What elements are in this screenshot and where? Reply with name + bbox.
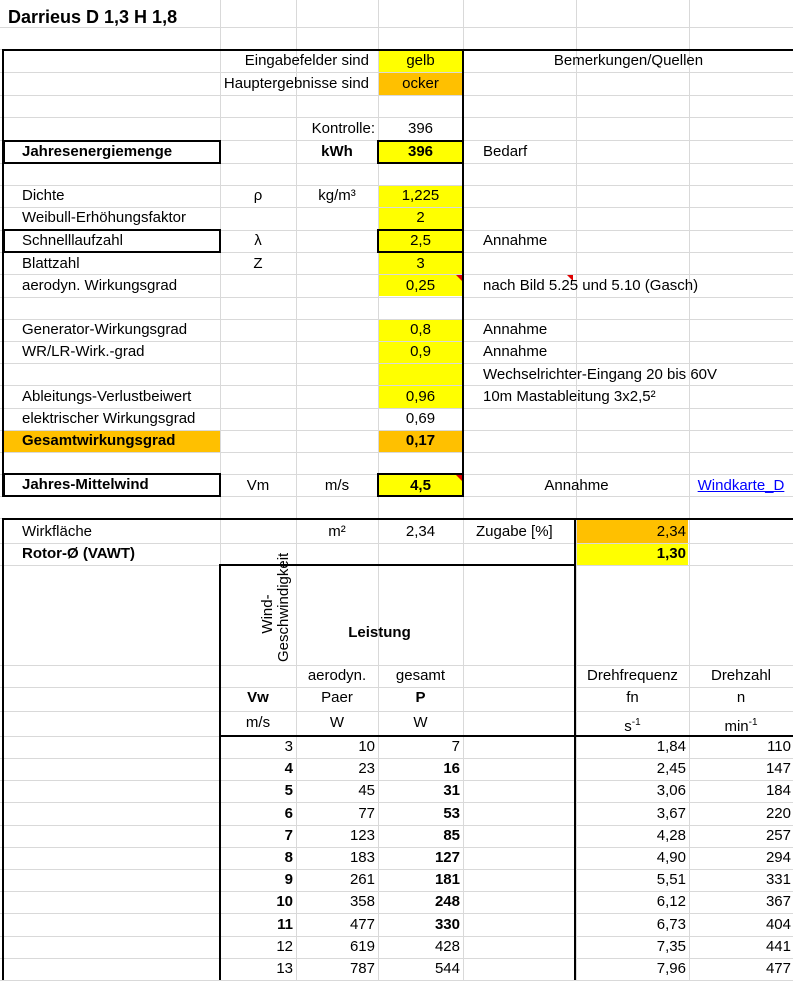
- cell-rot-frequency[interactable]: 6,73: [656, 916, 686, 933]
- inv-eff-remark: Annahme: [483, 343, 548, 360]
- cell-power-total[interactable]: 127: [434, 849, 460, 866]
- total-eff-value[interactable]: 0,17: [405, 432, 436, 449]
- zugabe-value[interactable]: 2,34: [656, 523, 686, 540]
- gridline-horizontal: [0, 825, 793, 826]
- gridline-horizontal: [0, 847, 793, 848]
- col-total-header: gesamt: [395, 667, 446, 684]
- cell-power-total[interactable]: 16: [443, 760, 460, 777]
- inv-eff-label: WR/LR-Wirk.-grad: [22, 343, 145, 360]
- border-right-top: [462, 50, 464, 497]
- cell-wind-speed[interactable]: 9: [284, 871, 293, 888]
- cell-rot-frequency[interactable]: 4,90: [656, 849, 686, 866]
- annual-energy-label: Jahresenergiemenge: [22, 143, 173, 160]
- line-loss-remark-2: 10m Mastableitung 3x2,5²: [483, 388, 656, 405]
- cell-rot-speed[interactable]: 147: [765, 760, 791, 777]
- gridline-horizontal: [0, 408, 793, 409]
- gridline-horizontal: [0, 758, 793, 759]
- border-table-mid: [574, 520, 576, 980]
- rotor-label: Rotor-Ø (VAWT): [22, 545, 136, 562]
- cell-power-aero[interactable]: 787: [349, 960, 375, 977]
- gridline-horizontal: [0, 117, 793, 118]
- cell-rot-speed[interactable]: 404: [765, 916, 791, 933]
- gen-eff-label: Generator-Wirkungsgrad: [22, 321, 188, 338]
- elec-eff-value[interactable]: 0,69: [405, 410, 436, 427]
- unit-n-exponent: -1: [748, 717, 758, 728]
- mean-wind-remark: Annahme: [544, 477, 609, 494]
- gridline-horizontal: [0, 185, 793, 186]
- gridline-horizontal: [0, 341, 793, 342]
- gridline-horizontal: [0, 297, 793, 298]
- annual-energy-unit: kWh: [321, 143, 353, 160]
- gridline-horizontal: [0, 936, 793, 937]
- gridline-horizontal: [0, 363, 793, 364]
- gridline-horizontal: [0, 802, 793, 803]
- cell-power-total[interactable]: 330: [434, 916, 460, 933]
- mean-wind-symbol: Vm: [246, 477, 270, 494]
- tsr-symbol: λ: [254, 232, 262, 249]
- cell-rot-speed[interactable]: 220: [765, 805, 791, 822]
- unit-paer: W: [329, 714, 345, 731]
- aero-eff-remark: nach Bild 5.25 und 5.10 (Gasch): [483, 277, 699, 294]
- unit-p: W: [413, 714, 428, 731]
- cell-rot-frequency[interactable]: 7,35: [656, 938, 686, 955]
- weibull-value[interactable]: 2: [416, 209, 425, 226]
- gridline-horizontal: [0, 913, 793, 914]
- blades-symbol: Z: [253, 255, 263, 272]
- gridline-horizontal: [0, 430, 793, 431]
- cell-rot-speed[interactable]: 477: [765, 960, 791, 977]
- tsr-value[interactable]: 2,5: [410, 232, 431, 249]
- gridline-horizontal: [0, 72, 793, 73]
- cell-power-aero[interactable]: 45: [358, 782, 375, 799]
- tsr-label: Schnelllaufzahl: [22, 232, 123, 249]
- col-aero-header: aerodyn.: [307, 667, 367, 684]
- cell-power-total[interactable]: 248: [434, 893, 460, 910]
- control-value[interactable]: 396: [407, 120, 434, 137]
- legend-input-label: Eingabefelder sind: [244, 52, 369, 69]
- gen-eff-value[interactable]: 0,8: [410, 321, 431, 338]
- cell-power-aero[interactable]: 10: [358, 738, 375, 755]
- cell-rot-frequency[interactable]: 6,12: [656, 893, 686, 910]
- elec-eff-label: elektrischer Wirkungsgrad: [22, 410, 196, 427]
- density-value[interactable]: 1,225: [401, 187, 440, 204]
- cell-power-aero[interactable]: 183: [349, 849, 375, 866]
- cell-power-aero[interactable]: 261: [349, 871, 375, 888]
- cell-wind-speed[interactable]: 13: [276, 960, 293, 977]
- cell-power-total[interactable]: 181: [434, 871, 460, 888]
- density-symbol: ρ: [253, 187, 263, 204]
- cell-wind-speed[interactable]: 3: [284, 738, 293, 755]
- annual-energy-remark: Bedarf: [483, 143, 528, 160]
- cell-wind-speed[interactable]: 6: [284, 805, 293, 822]
- cell-power-total[interactable]: 7: [451, 738, 460, 755]
- cell-rot-frequency[interactable]: 3,06: [656, 782, 686, 799]
- unit-fn-exponent: -1: [631, 717, 641, 728]
- density-label: Dichte: [22, 187, 65, 204]
- gridline-horizontal: [0, 543, 793, 544]
- gridline-horizontal: [0, 385, 793, 386]
- cell-rot-frequency[interactable]: 4,28: [656, 827, 686, 844]
- aero-eff-value[interactable]: 0,25: [405, 277, 436, 294]
- gridline-horizontal: [0, 95, 793, 96]
- unit-fn-base: s: [624, 718, 632, 735]
- gridline-horizontal: [0, 958, 793, 959]
- gridline-horizontal: [0, 687, 793, 688]
- legend-result-label: Hauptergebnisse sind: [223, 75, 369, 92]
- gridline-horizontal: [0, 452, 793, 453]
- sym-n: n: [736, 689, 746, 706]
- rotor-value[interactable]: 1,30: [656, 545, 686, 562]
- border-top: [2, 49, 793, 51]
- gridline-horizontal: [0, 207, 793, 208]
- cell-power-total[interactable]: 428: [434, 938, 460, 955]
- cell-power-aero[interactable]: 358: [349, 893, 375, 910]
- sym-p: P: [415, 689, 426, 706]
- wind-speed-vertical-header: Wind-Geschwindigkeit: [259, 552, 292, 662]
- gridline-horizontal: [0, 891, 793, 892]
- cell-power-total[interactable]: 31: [443, 782, 460, 799]
- area-unit: m²: [328, 523, 346, 540]
- control-label: Kontrolle:: [311, 120, 375, 137]
- sym-fn: fn: [626, 689, 639, 706]
- cell-rot-speed[interactable]: 294: [765, 849, 791, 866]
- gridline-horizontal: [0, 665, 793, 666]
- power-header: Leistung: [348, 624, 411, 641]
- border-table-left: [219, 565, 221, 980]
- inv-eff-value[interactable]: 0,9: [410, 343, 431, 360]
- cell-power-aero[interactable]: 77: [358, 805, 375, 822]
- gen-eff-remark: Annahme: [483, 321, 548, 338]
- cell-rot-frequency[interactable]: 5,51: [656, 871, 686, 888]
- col-freq-header: Drehfrequenz: [587, 667, 678, 684]
- annual-energy-value[interactable]: 396: [407, 143, 434, 160]
- cell-rot-speed[interactable]: 441: [765, 938, 791, 955]
- cell-rot-speed[interactable]: 184: [765, 782, 791, 799]
- gridline-horizontal: [0, 274, 793, 275]
- area-value[interactable]: 2,34: [405, 523, 436, 540]
- line-loss-value[interactable]: 0,96: [405, 388, 436, 405]
- line-loss-label: Ableitungs-Verlustbeiwert: [22, 388, 192, 405]
- cell-rot-frequency[interactable]: 1,84: [656, 738, 686, 755]
- unit-n-base: min: [724, 718, 749, 735]
- gridline-horizontal: [0, 319, 793, 320]
- blades-label: Blattzahl: [22, 255, 80, 272]
- cell-wind-speed[interactable]: 12: [276, 938, 293, 955]
- cell-power-total[interactable]: 85: [443, 827, 460, 844]
- mean-wind-label: Jahres-Mittelwind: [22, 476, 149, 493]
- cell-power-total[interactable]: 53: [443, 805, 460, 822]
- gridline-horizontal: [0, 869, 793, 870]
- cell-wind-speed[interactable]: 10: [276, 893, 293, 910]
- cell-rot-speed[interactable]: 331: [765, 871, 791, 888]
- cell-wind-speed[interactable]: 11: [277, 916, 293, 933]
- sym-paer: Paer: [321, 689, 353, 706]
- sheet-title: Darrieus D 1,3 H 1,8: [8, 7, 178, 27]
- zugabe-label: Zugabe [%]: [476, 523, 553, 540]
- cell-wind-speed[interactable]: 4: [284, 760, 293, 777]
- cell-rot-frequency[interactable]: 7,96: [656, 960, 686, 977]
- blades-value[interactable]: 3: [416, 255, 425, 272]
- border-left-top: [2, 50, 4, 497]
- sym-v: Vw: [247, 689, 269, 706]
- cell-rot-frequency[interactable]: 2,45: [656, 760, 686, 777]
- tsr-remark: Annahme: [483, 232, 548, 249]
- density-unit: kg/m³: [318, 187, 356, 204]
- remarks-header: Bemerkungen/Quellen: [553, 52, 704, 69]
- col-speed-header: Drehzahl: [710, 667, 772, 684]
- gridline-horizontal: [0, 780, 793, 781]
- aero-eff-label: aerodyn. Wirkungsgrad: [22, 277, 178, 294]
- cell-power-aero[interactable]: 619: [349, 938, 375, 955]
- border-left-lower: [2, 518, 4, 980]
- unit-v: m/s: [245, 714, 271, 731]
- unit-n: [689, 714, 793, 736]
- cell-wind-speed[interactable]: 7: [284, 827, 293, 844]
- gridline-horizontal: [0, 711, 793, 712]
- cell-rot-frequency[interactable]: 3,67: [656, 805, 686, 822]
- cell-power-aero[interactable]: 23: [358, 760, 375, 777]
- unit-fn: [576, 714, 689, 736]
- cell-power-total[interactable]: 544: [434, 960, 460, 977]
- total-eff-label: Gesamtwirkungsgrad: [22, 432, 176, 449]
- windkarte-link[interactable]: Windkarte_D: [697, 477, 785, 494]
- border-lower-top: [2, 518, 793, 520]
- legend-result-value[interactable]: ocker: [402, 75, 439, 92]
- area-label: Wirkfläche: [22, 523, 93, 540]
- cell-wind-speed[interactable]: 8: [284, 849, 293, 866]
- line-loss-remark-1: Wechselrichter-Eingang 20 bis 60V: [483, 366, 718, 383]
- cell-wind-speed[interactable]: 5: [284, 782, 293, 799]
- cell-rot-speed[interactable]: 367: [765, 893, 791, 910]
- cell-power-aero[interactable]: 477: [349, 916, 375, 933]
- cell-rot-speed[interactable]: 110: [767, 738, 791, 755]
- cell-rot-speed[interactable]: 257: [765, 827, 791, 844]
- weibull-label: Weibull-Erhöhungsfaktor: [22, 209, 186, 226]
- mean-wind-value[interactable]: 4,5: [410, 477, 431, 494]
- legend-input-value[interactable]: gelb: [406, 52, 435, 69]
- cell-power-aero[interactable]: 123: [349, 827, 375, 844]
- mean-wind-unit: m/s: [324, 477, 350, 494]
